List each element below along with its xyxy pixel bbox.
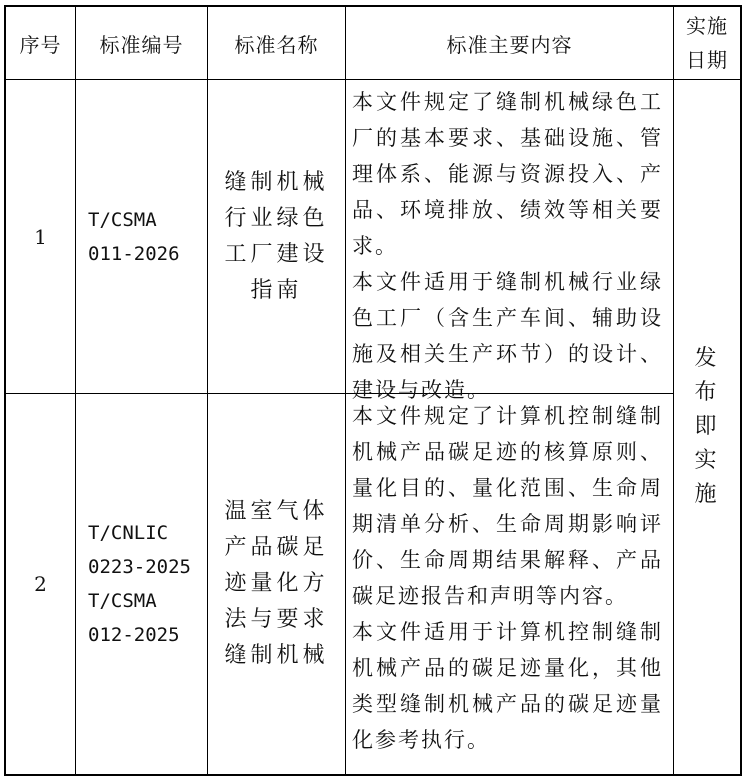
header-seq-label: 序号 <box>19 32 62 57</box>
row-1-name-text: 缝制机械行业绿色工厂建设指南 <box>224 169 329 303</box>
header-code-label: 标准编号 <box>99 32 184 57</box>
header-name-label: 标准名称 <box>234 32 319 57</box>
header-name <box>208 7 345 79</box>
row-2-content-para-2: 本文件适用于计算机控制缝制机械产品的碳足迹量化，其他类型缝制机械产品的碳足迹量化参考执行。 <box>352 620 663 752</box>
row-2-seq <box>6 394 75 774</box>
row-2-name <box>208 394 345 774</box>
row-2-content <box>346 394 673 774</box>
row-2-code-line-2: 0223-2025 <box>88 556 191 578</box>
row-1-name <box>208 80 345 393</box>
row-2-name-text: 温室气体产品碳足迹量化方法与要求缝制机械 <box>224 499 329 668</box>
row-2-content-para-1: 本文件规定了计算机控制缝制机械产品碳足迹的核算原则、量化目的、量化范围、生命周期清单分析、生命周期影响评价、生命周期结果解释、产品碳足迹报告和声明等内容。 <box>352 404 663 608</box>
header-code <box>76 7 207 79</box>
table-border-right <box>740 5 742 776</box>
implementation-date-text: 发布即实施 <box>694 346 720 507</box>
row-1-seq <box>6 80 75 393</box>
row-2-code-line-4: 012-2025 <box>88 624 180 646</box>
row-1-content-para-1: 本文件规定了缝制机械绿色工厂的基本要求、基础设施、管理体系、能源与资源投入、产品、环境排放、绩效等相关要求。 <box>352 90 663 258</box>
row-1-content-para-2: 本文件适用于缝制机械行业绿色工厂（含生产车间、辅助设施及相关生产环节）的设计、建设与改造。 <box>352 270 663 402</box>
row-1-seq-value: 1 <box>34 224 47 249</box>
header-date <box>674 7 740 79</box>
header-content-label: 标准主要内容 <box>446 32 573 57</box>
header-date-line1: 实施 <box>686 14 728 38</box>
row-1-code-line-2: 011-2026 <box>88 242 180 265</box>
row-2-seq-value: 2 <box>34 572 47 596</box>
row-2-code-line-3: T/CSMA <box>88 590 157 612</box>
row-1-content <box>346 80 673 402</box>
table-border-bottom <box>4 774 742 776</box>
implementation-date <box>674 80 740 774</box>
header-content <box>346 7 673 79</box>
header-date-line2: 日期 <box>686 48 728 72</box>
row-1-code <box>76 80 207 393</box>
row-2-code-line-1: T/CNLIC <box>88 522 169 544</box>
row-1-code-line-1: T/CSMA <box>88 208 157 231</box>
row-2-code <box>76 394 207 774</box>
header-seq <box>6 7 75 79</box>
